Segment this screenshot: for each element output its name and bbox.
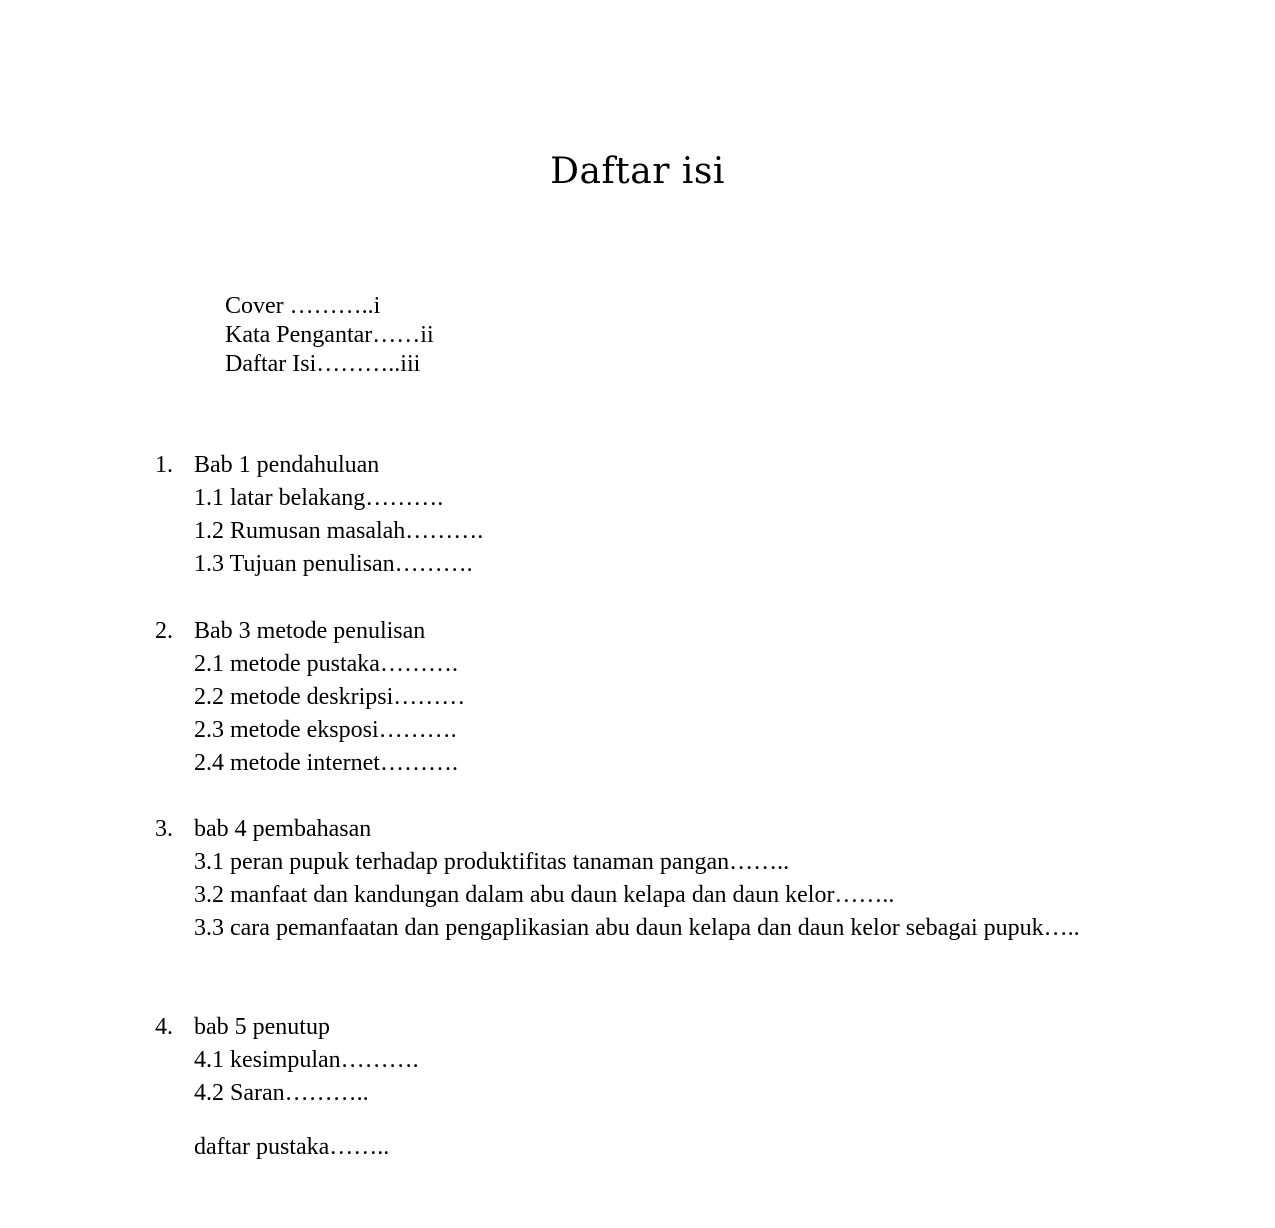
front-matter-item-cover: Cover ………..i xyxy=(225,293,381,319)
toc-entry: 1.2 Rumusan masalah………. xyxy=(194,518,484,544)
toc-entry: 1.1 latar belakang………. xyxy=(194,485,444,511)
chapter-4 xyxy=(0,1011,1275,1110)
chapter-title: Bab 3 metode penulisan xyxy=(194,618,426,644)
chapter-title: bab 4 pembahasan xyxy=(194,816,372,842)
chapter-number: 4. xyxy=(155,1014,173,1040)
toc-entry: 2.1 metode pustaka………. xyxy=(194,651,458,677)
chapter-number: 1. xyxy=(155,452,173,478)
toc-entry: 3.1 peran pupuk terhadap produktifitas tanaman pangan…….. xyxy=(194,849,790,875)
toc-entry: 1.3 Tujuan penulisan………. xyxy=(194,551,473,577)
chapter-number: 3. xyxy=(155,816,173,842)
toc-entry: 2.4 metode internet………. xyxy=(194,750,458,776)
toc-entry: 2.2 metode deskripsi……… xyxy=(194,684,466,710)
front-matter-list xyxy=(225,292,434,379)
chapter-3 xyxy=(0,813,1275,945)
toc-entry: 3.3 cara pemanfaatan dan pengaplikasian abu daun kelapa dan daun kelor sebagai pupuk….. xyxy=(194,915,1080,941)
toc-entry: 4.1 kesimpulan………. xyxy=(194,1047,419,1073)
toc-entry: 3.2 manfaat dan kandungan dalam abu daun kelapa dan daun kelor…….. xyxy=(194,882,895,908)
page-title: Daftar isi xyxy=(550,151,725,192)
front-matter-item-kata-pengantar: Kata Pengantar……ii xyxy=(225,322,434,348)
chapter-number: 2. xyxy=(155,618,173,644)
bibliography-entry: daftar pustaka…….. xyxy=(194,1134,390,1160)
front-matter-item-daftar-isi: Daftar Isi………..iii xyxy=(225,351,421,377)
chapter-2 xyxy=(0,615,1275,780)
toc-entry: 4.2 Saran……….. xyxy=(194,1080,369,1106)
toc-entry: 2.3 metode eksposi………. xyxy=(194,717,457,743)
chapter-title: bab 5 penutup xyxy=(194,1014,330,1040)
chapter-1 xyxy=(0,449,1275,581)
chapter-title: Bab 1 pendahuluan xyxy=(194,452,380,478)
